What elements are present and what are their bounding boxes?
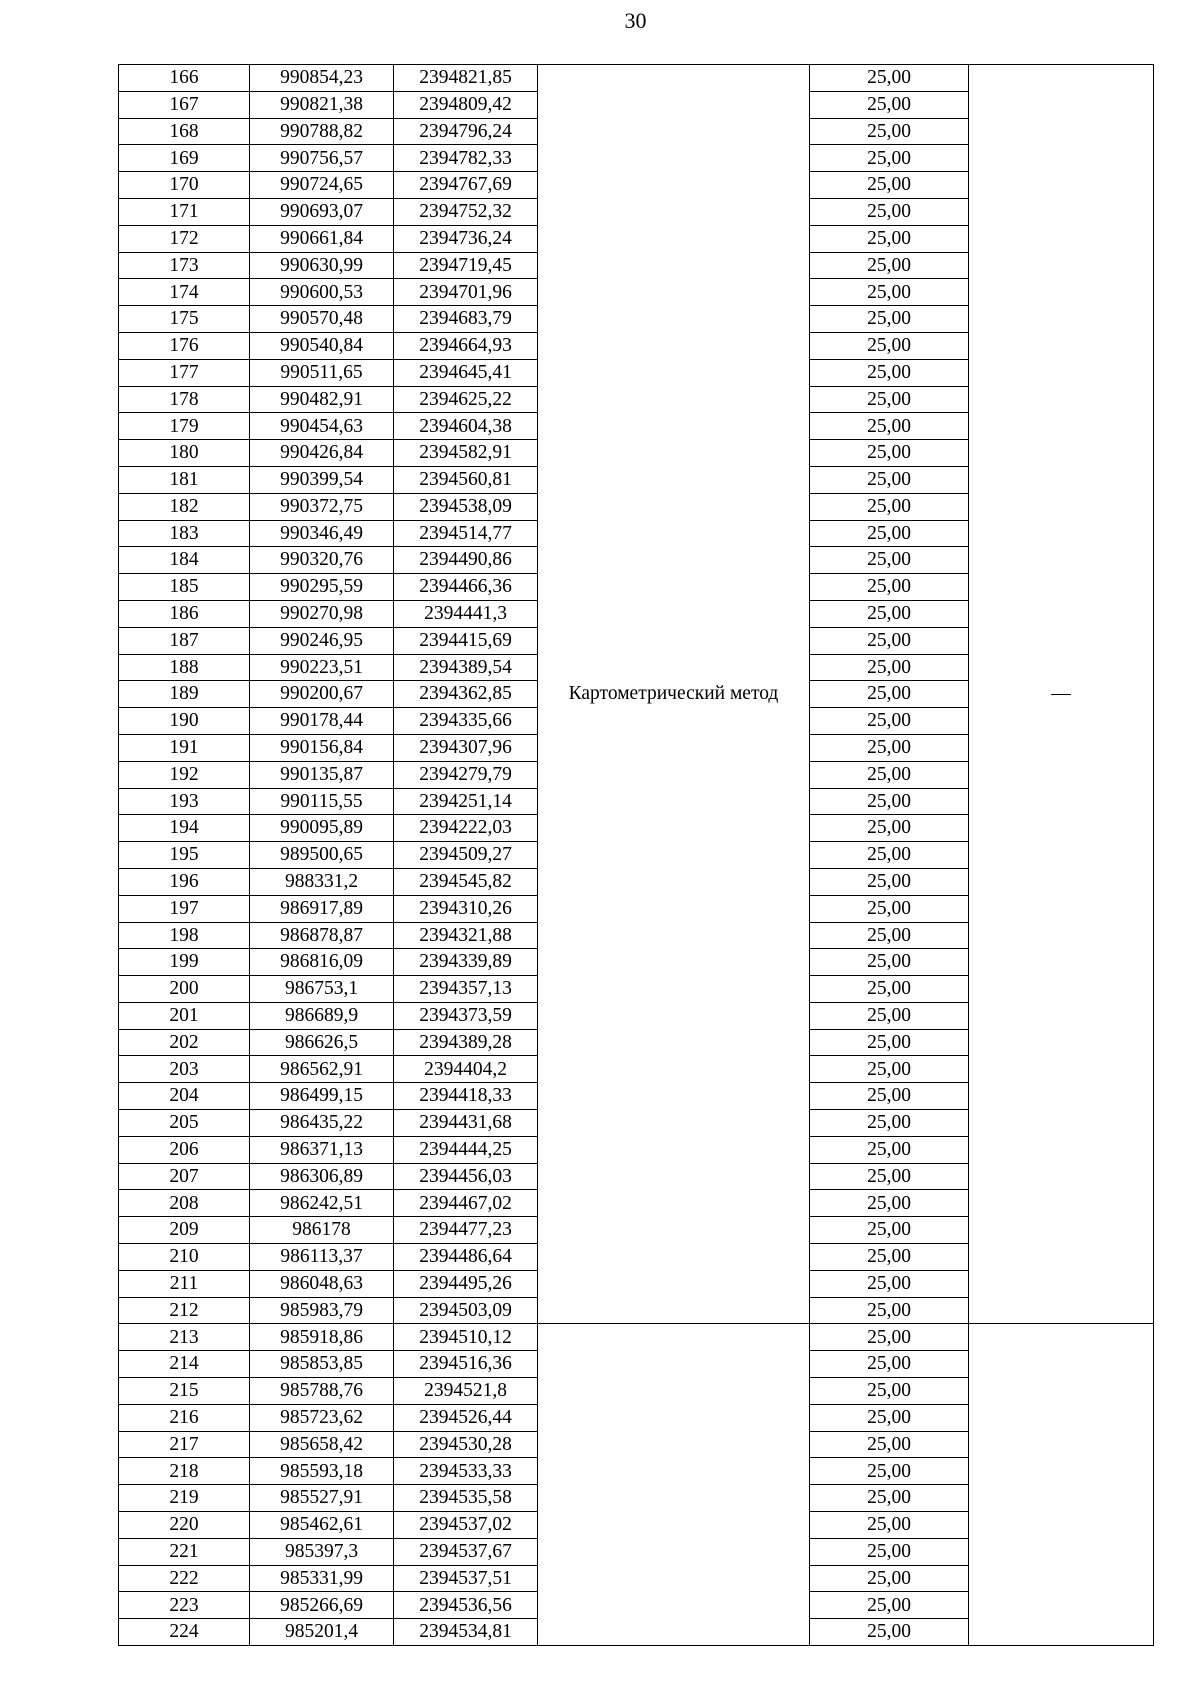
- precision-cell: 25,00: [810, 547, 969, 574]
- y-coordinate-cell: 2394310,26: [394, 895, 538, 922]
- precision-cell: 25,00: [810, 386, 969, 413]
- precision-cell: 25,00: [810, 440, 969, 467]
- x-coordinate-cell: 990295,59: [250, 574, 394, 601]
- point-number-cell: 203: [119, 1056, 250, 1083]
- y-coordinate-cell: 2394357,13: [394, 976, 538, 1003]
- point-number-cell: 196: [119, 868, 250, 895]
- y-coordinate-cell: 2394373,59: [394, 1002, 538, 1029]
- x-coordinate-cell: 986499,15: [250, 1083, 394, 1110]
- precision-cell: 25,00: [810, 761, 969, 788]
- point-number-cell: 198: [119, 922, 250, 949]
- x-coordinate-cell: 990178,44: [250, 708, 394, 735]
- x-coordinate-cell: 990223,51: [250, 654, 394, 681]
- precision-cell: 25,00: [810, 279, 969, 306]
- x-coordinate-cell: 985983,79: [250, 1297, 394, 1324]
- point-number-cell: 166: [119, 65, 250, 92]
- precision-cell: 25,00: [810, 1592, 969, 1619]
- precision-cell: 25,00: [810, 172, 969, 199]
- y-coordinate-cell: 2394582,91: [394, 440, 538, 467]
- point-number-cell: 184: [119, 547, 250, 574]
- x-coordinate-cell: 986753,1: [250, 976, 394, 1003]
- y-coordinate-cell: 2394809,42: [394, 91, 538, 118]
- point-number-cell: 181: [119, 466, 250, 493]
- precision-cell: 25,00: [810, 1378, 969, 1405]
- precision-cell: 25,00: [810, 868, 969, 895]
- point-number-cell: 179: [119, 413, 250, 440]
- point-number-cell: 177: [119, 359, 250, 386]
- precision-cell: 25,00: [810, 1163, 969, 1190]
- point-number-cell: 199: [119, 949, 250, 976]
- precision-cell: 25,00: [810, 734, 969, 761]
- coordinates-table: [118, 64, 1154, 1646]
- y-coordinate-cell: 2394335,66: [394, 708, 538, 735]
- precision-cell: 25,00: [810, 1351, 969, 1378]
- precision-cell: 25,00: [810, 91, 969, 118]
- y-coordinate-cell: 2394222,03: [394, 815, 538, 842]
- x-coordinate-cell: 990095,89: [250, 815, 394, 842]
- point-number-cell: 207: [119, 1163, 250, 1190]
- y-coordinate-cell: 2394362,85: [394, 681, 538, 708]
- y-coordinate-cell: 2394431,68: [394, 1110, 538, 1137]
- y-coordinate-cell: 2394538,09: [394, 493, 538, 520]
- x-coordinate-cell: 985201,4: [250, 1619, 394, 1646]
- point-number-cell: 174: [119, 279, 250, 306]
- y-coordinate-cell: 2394307,96: [394, 734, 538, 761]
- x-coordinate-cell: 990270,98: [250, 600, 394, 627]
- point-number-cell: 167: [119, 91, 250, 118]
- x-coordinate-cell: 986689,9: [250, 1002, 394, 1029]
- y-coordinate-cell: 2394415,69: [394, 627, 538, 654]
- point-number-cell: 218: [119, 1458, 250, 1485]
- note-cell: [969, 1324, 1154, 1646]
- precision-cell: 25,00: [810, 118, 969, 145]
- point-number-cell: 220: [119, 1512, 250, 1539]
- y-coordinate-cell: 2394536,56: [394, 1592, 538, 1619]
- x-coordinate-cell: 990399,54: [250, 466, 394, 493]
- point-number-cell: 210: [119, 1244, 250, 1271]
- point-number-cell: 187: [119, 627, 250, 654]
- precision-cell: 25,00: [810, 1512, 969, 1539]
- point-number-cell: 223: [119, 1592, 250, 1619]
- x-coordinate-cell: 990756,57: [250, 145, 394, 172]
- y-coordinate-cell: 2394441,3: [394, 600, 538, 627]
- point-number-cell: 176: [119, 332, 250, 359]
- point-number-cell: 194: [119, 815, 250, 842]
- x-coordinate-cell: 986371,13: [250, 1136, 394, 1163]
- y-coordinate-cell: 2394530,28: [394, 1431, 538, 1458]
- table-row: [119, 65, 1154, 92]
- point-number-cell: 213: [119, 1324, 250, 1351]
- x-coordinate-cell: 986562,91: [250, 1056, 394, 1083]
- note-cell: —: [969, 65, 1154, 1324]
- point-number-cell: 224: [119, 1619, 250, 1646]
- point-number-cell: 170: [119, 172, 250, 199]
- x-coordinate-cell: 990482,91: [250, 386, 394, 413]
- x-coordinate-cell: 990246,95: [250, 627, 394, 654]
- coordinates-table-body: [119, 65, 1154, 1646]
- precision-cell: 25,00: [810, 949, 969, 976]
- x-coordinate-cell: 990200,67: [250, 681, 394, 708]
- x-coordinate-cell: 990115,55: [250, 788, 394, 815]
- precision-cell: 25,00: [810, 600, 969, 627]
- precision-cell: 25,00: [810, 627, 969, 654]
- precision-cell: 25,00: [810, 1404, 969, 1431]
- point-number-cell: 201: [119, 1002, 250, 1029]
- precision-cell: 25,00: [810, 1002, 969, 1029]
- precision-cell: 25,00: [810, 976, 969, 1003]
- method-cell: Картометрический метод: [538, 65, 810, 1324]
- point-number-cell: 192: [119, 761, 250, 788]
- precision-cell: 25,00: [810, 1565, 969, 1592]
- y-coordinate-cell: 2394467,02: [394, 1190, 538, 1217]
- y-coordinate-cell: 2394701,96: [394, 279, 538, 306]
- precision-cell: 25,00: [810, 252, 969, 279]
- point-number-cell: 191: [119, 734, 250, 761]
- y-coordinate-cell: 2394510,12: [394, 1324, 538, 1351]
- precision-cell: 25,00: [810, 1083, 969, 1110]
- point-number-cell: 171: [119, 198, 250, 225]
- precision-cell: 25,00: [810, 1538, 969, 1565]
- x-coordinate-cell: 986917,89: [250, 895, 394, 922]
- x-coordinate-cell: 989500,65: [250, 842, 394, 869]
- x-coordinate-cell: 985462,61: [250, 1512, 394, 1539]
- y-coordinate-cell: 2394444,25: [394, 1136, 538, 1163]
- point-number-cell: 200: [119, 976, 250, 1003]
- y-coordinate-cell: 2394418,33: [394, 1083, 538, 1110]
- y-coordinate-cell: 2394404,2: [394, 1056, 538, 1083]
- y-coordinate-cell: 2394537,51: [394, 1565, 538, 1592]
- y-coordinate-cell: 2394251,14: [394, 788, 538, 815]
- y-coordinate-cell: 2394486,64: [394, 1244, 538, 1271]
- precision-cell: 25,00: [810, 1270, 969, 1297]
- x-coordinate-cell: 990511,65: [250, 359, 394, 386]
- x-coordinate-cell: 986048,63: [250, 1270, 394, 1297]
- table-row: [119, 1324, 1154, 1351]
- x-coordinate-cell: 985331,99: [250, 1565, 394, 1592]
- y-coordinate-cell: 2394534,81: [394, 1619, 538, 1646]
- y-coordinate-cell: 2394796,24: [394, 118, 538, 145]
- y-coordinate-cell: 2394537,67: [394, 1538, 538, 1565]
- x-coordinate-cell: 986306,89: [250, 1163, 394, 1190]
- precision-cell: 25,00: [810, 922, 969, 949]
- precision-cell: 25,00: [810, 1244, 969, 1271]
- precision-cell: 25,00: [810, 815, 969, 842]
- precision-cell: 25,00: [810, 1029, 969, 1056]
- precision-cell: 25,00: [810, 574, 969, 601]
- precision-cell: 25,00: [810, 1056, 969, 1083]
- x-coordinate-cell: 990346,49: [250, 520, 394, 547]
- point-number-cell: 195: [119, 842, 250, 869]
- precision-cell: 25,00: [810, 145, 969, 172]
- point-number-cell: 222: [119, 1565, 250, 1592]
- point-number-cell: 197: [119, 895, 250, 922]
- x-coordinate-cell: 985593,18: [250, 1458, 394, 1485]
- x-coordinate-cell: 990454,63: [250, 413, 394, 440]
- method-cell: [538, 1324, 810, 1646]
- y-coordinate-cell: 2394560,81: [394, 466, 538, 493]
- precision-cell: 25,00: [810, 654, 969, 681]
- precision-cell: 25,00: [810, 520, 969, 547]
- x-coordinate-cell: 990570,48: [250, 306, 394, 333]
- point-number-cell: 214: [119, 1351, 250, 1378]
- x-coordinate-cell: 990854,23: [250, 65, 394, 92]
- point-number-cell: 215: [119, 1378, 250, 1405]
- precision-cell: 25,00: [810, 1110, 969, 1137]
- y-coordinate-cell: 2394339,89: [394, 949, 538, 976]
- y-coordinate-cell: 2394389,54: [394, 654, 538, 681]
- x-coordinate-cell: 985723,62: [250, 1404, 394, 1431]
- precision-cell: 25,00: [810, 1619, 969, 1646]
- point-number-cell: 193: [119, 788, 250, 815]
- x-coordinate-cell: 985853,85: [250, 1351, 394, 1378]
- x-coordinate-cell: 988331,2: [250, 868, 394, 895]
- x-coordinate-cell: 985918,86: [250, 1324, 394, 1351]
- precision-cell: 25,00: [810, 413, 969, 440]
- y-coordinate-cell: 2394752,32: [394, 198, 538, 225]
- page-number: 30: [624, 8, 647, 33]
- point-number-cell: 209: [119, 1217, 250, 1244]
- y-coordinate-cell: 2394321,88: [394, 922, 538, 949]
- precision-cell: 25,00: [810, 708, 969, 735]
- y-coordinate-cell: 2394604,38: [394, 413, 538, 440]
- point-number-cell: 169: [119, 145, 250, 172]
- y-coordinate-cell: 2394821,85: [394, 65, 538, 92]
- y-coordinate-cell: 2394477,23: [394, 1217, 538, 1244]
- y-coordinate-cell: 2394683,79: [394, 306, 538, 333]
- x-coordinate-cell: 990693,07: [250, 198, 394, 225]
- precision-cell: 25,00: [810, 65, 969, 92]
- precision-cell: 25,00: [810, 225, 969, 252]
- y-coordinate-cell: 2394466,36: [394, 574, 538, 601]
- precision-cell: 25,00: [810, 332, 969, 359]
- y-coordinate-cell: 2394537,02: [394, 1512, 538, 1539]
- point-number-cell: 180: [119, 440, 250, 467]
- y-coordinate-cell: 2394279,79: [394, 761, 538, 788]
- point-number-cell: 208: [119, 1190, 250, 1217]
- x-coordinate-cell: 990320,76: [250, 547, 394, 574]
- point-number-cell: 216: [119, 1404, 250, 1431]
- point-number-cell: 205: [119, 1110, 250, 1137]
- point-number-cell: 175: [119, 306, 250, 333]
- x-coordinate-cell: 986878,87: [250, 922, 394, 949]
- precision-cell: 25,00: [810, 1297, 969, 1324]
- y-coordinate-cell: 2394782,33: [394, 145, 538, 172]
- point-number-cell: 206: [119, 1136, 250, 1163]
- y-coordinate-cell: 2394664,93: [394, 332, 538, 359]
- precision-cell: 25,00: [810, 466, 969, 493]
- point-number-cell: 188: [119, 654, 250, 681]
- precision-cell: 25,00: [810, 1217, 969, 1244]
- x-coordinate-cell: 990661,84: [250, 225, 394, 252]
- point-number-cell: 189: [119, 681, 250, 708]
- precision-cell: 25,00: [810, 842, 969, 869]
- y-coordinate-cell: 2394516,36: [394, 1351, 538, 1378]
- x-coordinate-cell: 985788,76: [250, 1378, 394, 1405]
- x-coordinate-cell: 985658,42: [250, 1431, 394, 1458]
- point-number-cell: 211: [119, 1270, 250, 1297]
- precision-cell: 25,00: [810, 1485, 969, 1512]
- x-coordinate-cell: 990724,65: [250, 172, 394, 199]
- x-coordinate-cell: 986113,37: [250, 1244, 394, 1271]
- y-coordinate-cell: 2394509,27: [394, 842, 538, 869]
- x-coordinate-cell: 990788,82: [250, 118, 394, 145]
- y-coordinate-cell: 2394490,86: [394, 547, 538, 574]
- x-coordinate-cell: 985527,91: [250, 1485, 394, 1512]
- x-coordinate-cell: 990426,84: [250, 440, 394, 467]
- y-coordinate-cell: 2394503,09: [394, 1297, 538, 1324]
- y-coordinate-cell: 2394526,44: [394, 1404, 538, 1431]
- y-coordinate-cell: 2394533,33: [394, 1458, 538, 1485]
- x-coordinate-cell: 990135,87: [250, 761, 394, 788]
- point-number-cell: 182: [119, 493, 250, 520]
- y-coordinate-cell: 2394767,69: [394, 172, 538, 199]
- precision-cell: 25,00: [810, 1458, 969, 1485]
- precision-cell: 25,00: [810, 681, 969, 708]
- x-coordinate-cell: 986178: [250, 1217, 394, 1244]
- y-coordinate-cell: 2394719,45: [394, 252, 538, 279]
- precision-cell: 25,00: [810, 1190, 969, 1217]
- x-coordinate-cell: 986816,09: [250, 949, 394, 976]
- precision-cell: 25,00: [810, 359, 969, 386]
- point-number-cell: 172: [119, 225, 250, 252]
- y-coordinate-cell: 2394389,28: [394, 1029, 538, 1056]
- precision-cell: 25,00: [810, 198, 969, 225]
- point-number-cell: 202: [119, 1029, 250, 1056]
- y-coordinate-cell: 2394545,82: [394, 868, 538, 895]
- precision-cell: 25,00: [810, 493, 969, 520]
- y-coordinate-cell: 2394736,24: [394, 225, 538, 252]
- point-number-cell: 185: [119, 574, 250, 601]
- x-coordinate-cell: 990600,53: [250, 279, 394, 306]
- x-coordinate-cell: 990540,84: [250, 332, 394, 359]
- precision-cell: 25,00: [810, 788, 969, 815]
- precision-cell: 25,00: [810, 1431, 969, 1458]
- point-number-cell: 186: [119, 600, 250, 627]
- point-number-cell: 190: [119, 708, 250, 735]
- y-coordinate-cell: 2394535,58: [394, 1485, 538, 1512]
- y-coordinate-cell: 2394645,41: [394, 359, 538, 386]
- point-number-cell: 212: [119, 1297, 250, 1324]
- x-coordinate-cell: 990372,75: [250, 493, 394, 520]
- point-number-cell: 173: [119, 252, 250, 279]
- x-coordinate-cell: 986242,51: [250, 1190, 394, 1217]
- point-number-cell: 204: [119, 1083, 250, 1110]
- y-coordinate-cell: 2394514,77: [394, 520, 538, 547]
- x-coordinate-cell: 986435,22: [250, 1110, 394, 1137]
- point-number-cell: 178: [119, 386, 250, 413]
- x-coordinate-cell: 990630,99: [250, 252, 394, 279]
- point-number-cell: 168: [119, 118, 250, 145]
- x-coordinate-cell: 990156,84: [250, 734, 394, 761]
- precision-cell: 25,00: [810, 306, 969, 333]
- precision-cell: 25,00: [810, 895, 969, 922]
- point-number-cell: 221: [119, 1538, 250, 1565]
- point-number-cell: 217: [119, 1431, 250, 1458]
- y-coordinate-cell: 2394521,8: [394, 1378, 538, 1405]
- point-number-cell: 219: [119, 1485, 250, 1512]
- precision-cell: 25,00: [810, 1136, 969, 1163]
- point-number-cell: 183: [119, 520, 250, 547]
- x-coordinate-cell: 985397,3: [250, 1538, 394, 1565]
- x-coordinate-cell: 986626,5: [250, 1029, 394, 1056]
- y-coordinate-cell: 2394456,03: [394, 1163, 538, 1190]
- y-coordinate-cell: 2394625,22: [394, 386, 538, 413]
- x-coordinate-cell: 985266,69: [250, 1592, 394, 1619]
- y-coordinate-cell: 2394495,26: [394, 1270, 538, 1297]
- precision-cell: 25,00: [810, 1324, 969, 1351]
- x-coordinate-cell: 990821,38: [250, 91, 394, 118]
